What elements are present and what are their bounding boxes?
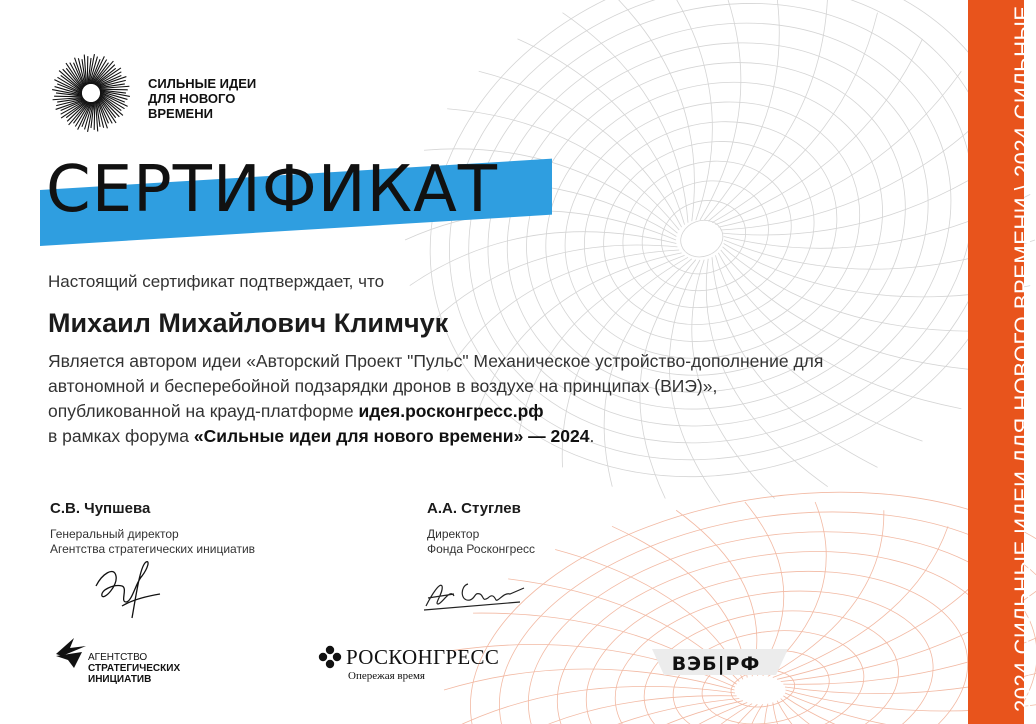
- side-band-text: 2024 СИЛЬНЫЕ ИДЕИ ДЛЯ НОВОГО ВРЕМЕНИ \ 2024 СИЛЬНЫЕ: [1010, 5, 1035, 712]
- platform-link-text: идея.росконгресс.рф: [358, 401, 544, 421]
- roscongress-logo-text: РОСКОНГРЕСС: [346, 645, 500, 669]
- brand-logo-text: [148, 76, 256, 121]
- certificate-title: СЕРТИФИКАТ: [46, 153, 498, 227]
- signatory-2-role: [427, 527, 535, 557]
- roscongress-tagline: Опережая время: [348, 670, 425, 682]
- asi-line-1: АГЕНТСТВО: [88, 652, 148, 663]
- desc-end: .: [589, 426, 595, 446]
- logo-line-3: ВРЕМЕНИ: [148, 106, 213, 121]
- signatory-2-role-line-2: Фонда Росконгресс: [427, 542, 535, 556]
- signature-1: [92, 556, 164, 626]
- certificate-description: [48, 349, 828, 449]
- asi-logo-icon: [52, 634, 92, 672]
- signatory-2-name: А.А. Стуглев: [427, 500, 521, 517]
- signatory-1-role-line-1: Генеральный директор: [50, 527, 179, 541]
- signatory-1-role-line-2: Агентства стратегических инициатив: [50, 542, 256, 556]
- signatory-1-role: [50, 527, 255, 557]
- signatory-1-name: С.В. Чупшева: [50, 500, 151, 517]
- forum-name: «Сильные идеи для нового времени» — 2024: [193, 426, 590, 446]
- confirm-text: Настоящий сертификат подтверждает, что: [48, 272, 385, 291]
- logo-line-2: ДЛЯ НОВОГО: [148, 91, 236, 106]
- desc-part-1: Является автором идеи «Авторский Проект "Пульс" Механическое устройство-дополнение для автономной и бесперебойной подзарядки дронов в воздухе на принципах (ВИЭ)», опубликованной на крауд-платформе: [48, 351, 824, 421]
- veb-rf-text: ВЭБ|РФ: [671, 653, 761, 675]
- roscongress-flower-icon: [318, 645, 342, 669]
- sunburst-logo-icon: [50, 52, 132, 134]
- signatory-2-role-line-1: Директор: [427, 527, 480, 541]
- logo-line-1: СИЛЬНЫЕ ИДЕИ: [148, 76, 257, 91]
- veb-rf-logo: [652, 646, 788, 678]
- asi-line-2: СТРАТЕГИЧЕСКИХ: [88, 663, 181, 674]
- desc-part-2: в рамках форума: [48, 426, 194, 446]
- signature-2: [420, 574, 532, 614]
- recipient-name: Михаил Михайлович Климчук: [48, 308, 449, 338]
- asi-logo-text: [88, 652, 180, 685]
- asi-line-3: ИНИЦИАТИВ: [88, 674, 152, 685]
